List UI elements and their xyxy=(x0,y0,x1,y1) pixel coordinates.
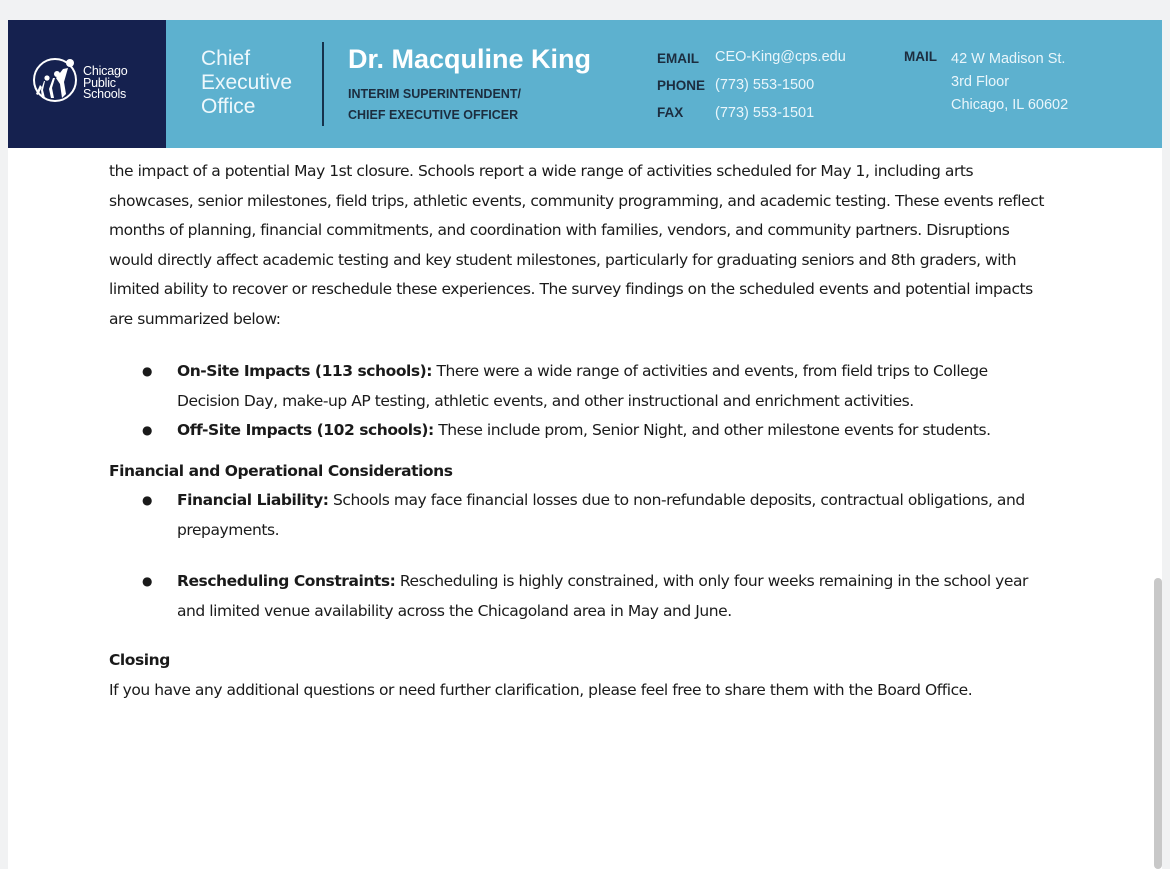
financial-considerations-heading: Financial and Operational Considerations xyxy=(109,461,453,480)
logo-line-3: Schools xyxy=(83,87,127,101)
closing-heading: Closing xyxy=(109,651,170,669)
list-item-financial-liability xyxy=(109,486,1044,545)
phone-label: PHONE xyxy=(657,78,706,93)
address-line-1: 42 W Madison St. xyxy=(951,51,1066,67)
logo-wordmark xyxy=(83,66,127,101)
financial-liability-label: Financial Liability: xyxy=(177,491,329,509)
executive-name: Dr. Macquline King xyxy=(348,44,592,74)
logo-line-1: Chicago xyxy=(83,64,128,78)
financial-liability-text: Schools may face financial losses due to non-refundable deposits, contractual obligations, and prepayments. xyxy=(177,491,1025,539)
executive-title-line-1: INTERIM SUPERINTENDENT/ xyxy=(348,87,521,101)
office-line-3: Office xyxy=(201,95,256,118)
intro-paragraph: the impact of a potential May 1st closure. Schools report a wide range of activities scheduled for May 1, including arts showcases, senior milestones, field trips, athletic events, community programming, and academic testing. These events reflect months of planning, financial commitments, and coordination with families, vendors, and community partners. Disruptions would directly affect academic testing and key student milestones, particularly for graduating seniors and 8th graders, with limited ability to recover or reschedule these experiences. The survey findings on the scheduled events and potential impacts are summarized below: xyxy=(109,162,1044,328)
considerations-list xyxy=(109,486,1044,626)
phone-number[interactable]: (773) 553-1500 xyxy=(715,77,815,93)
letterhead xyxy=(8,20,1162,148)
office-line-2: Executive xyxy=(201,71,293,94)
on-site-impacts-text: There were a wide range of activities and events, from field trips to College Decision Day, make-up AP testing, athletic events, and other instructional and enrichment activities. xyxy=(177,362,988,410)
rescheduling-constraints-text: Rescheduling is highly constrained, with only four weeks remaining in the school year and limited venue availability across the Chicagoland area in May and June. xyxy=(177,572,1028,620)
office-title xyxy=(201,47,292,119)
logo-line-2: Public xyxy=(83,75,116,90)
address-line-2: 3rd Floor xyxy=(951,74,1010,90)
rescheduling-constraints-label: Rescheduling Constraints: xyxy=(177,572,396,590)
office-line-1: Chief xyxy=(201,47,251,70)
document-body xyxy=(109,157,1044,705)
impacts-list xyxy=(109,357,1044,446)
off-site-impacts-label: Off-Site Impacts (102 schools): xyxy=(177,421,434,439)
email-link[interactable]: CEO-King@cps.edu xyxy=(715,49,846,65)
letterhead-divider xyxy=(322,42,324,126)
off-site-impacts-text: These include prom, Senior Night, and other milestone events for students. xyxy=(433,421,991,439)
executive-title-line-2: CHIEF EXECUTIVE OFFICER xyxy=(348,108,519,122)
mailing-address xyxy=(951,48,1068,117)
executive-title xyxy=(348,84,521,126)
closing-paragraph: If you have any additional questions or need further clarification, please feel free to share them with the Board Office. xyxy=(109,680,973,699)
on-site-impacts-label: On-Site Impacts (113 schools): xyxy=(177,362,433,380)
list-item-on-site-impacts xyxy=(109,357,1044,416)
fax-label: FAX xyxy=(657,105,684,120)
fax-number: (773) 553-1501 xyxy=(715,105,815,121)
children-running-icon xyxy=(30,54,80,104)
cps-logo xyxy=(8,20,166,148)
email-label: EMAIL xyxy=(657,51,699,66)
address-line-3: Chicago, IL 60602 xyxy=(951,97,1069,113)
document-page xyxy=(8,20,1162,869)
mail-label: MAIL xyxy=(904,49,937,64)
list-item-rescheduling-constraints xyxy=(109,567,1044,626)
list-item-off-site-impacts xyxy=(109,416,1044,446)
scrollbar-thumb[interactable] xyxy=(1154,578,1162,869)
